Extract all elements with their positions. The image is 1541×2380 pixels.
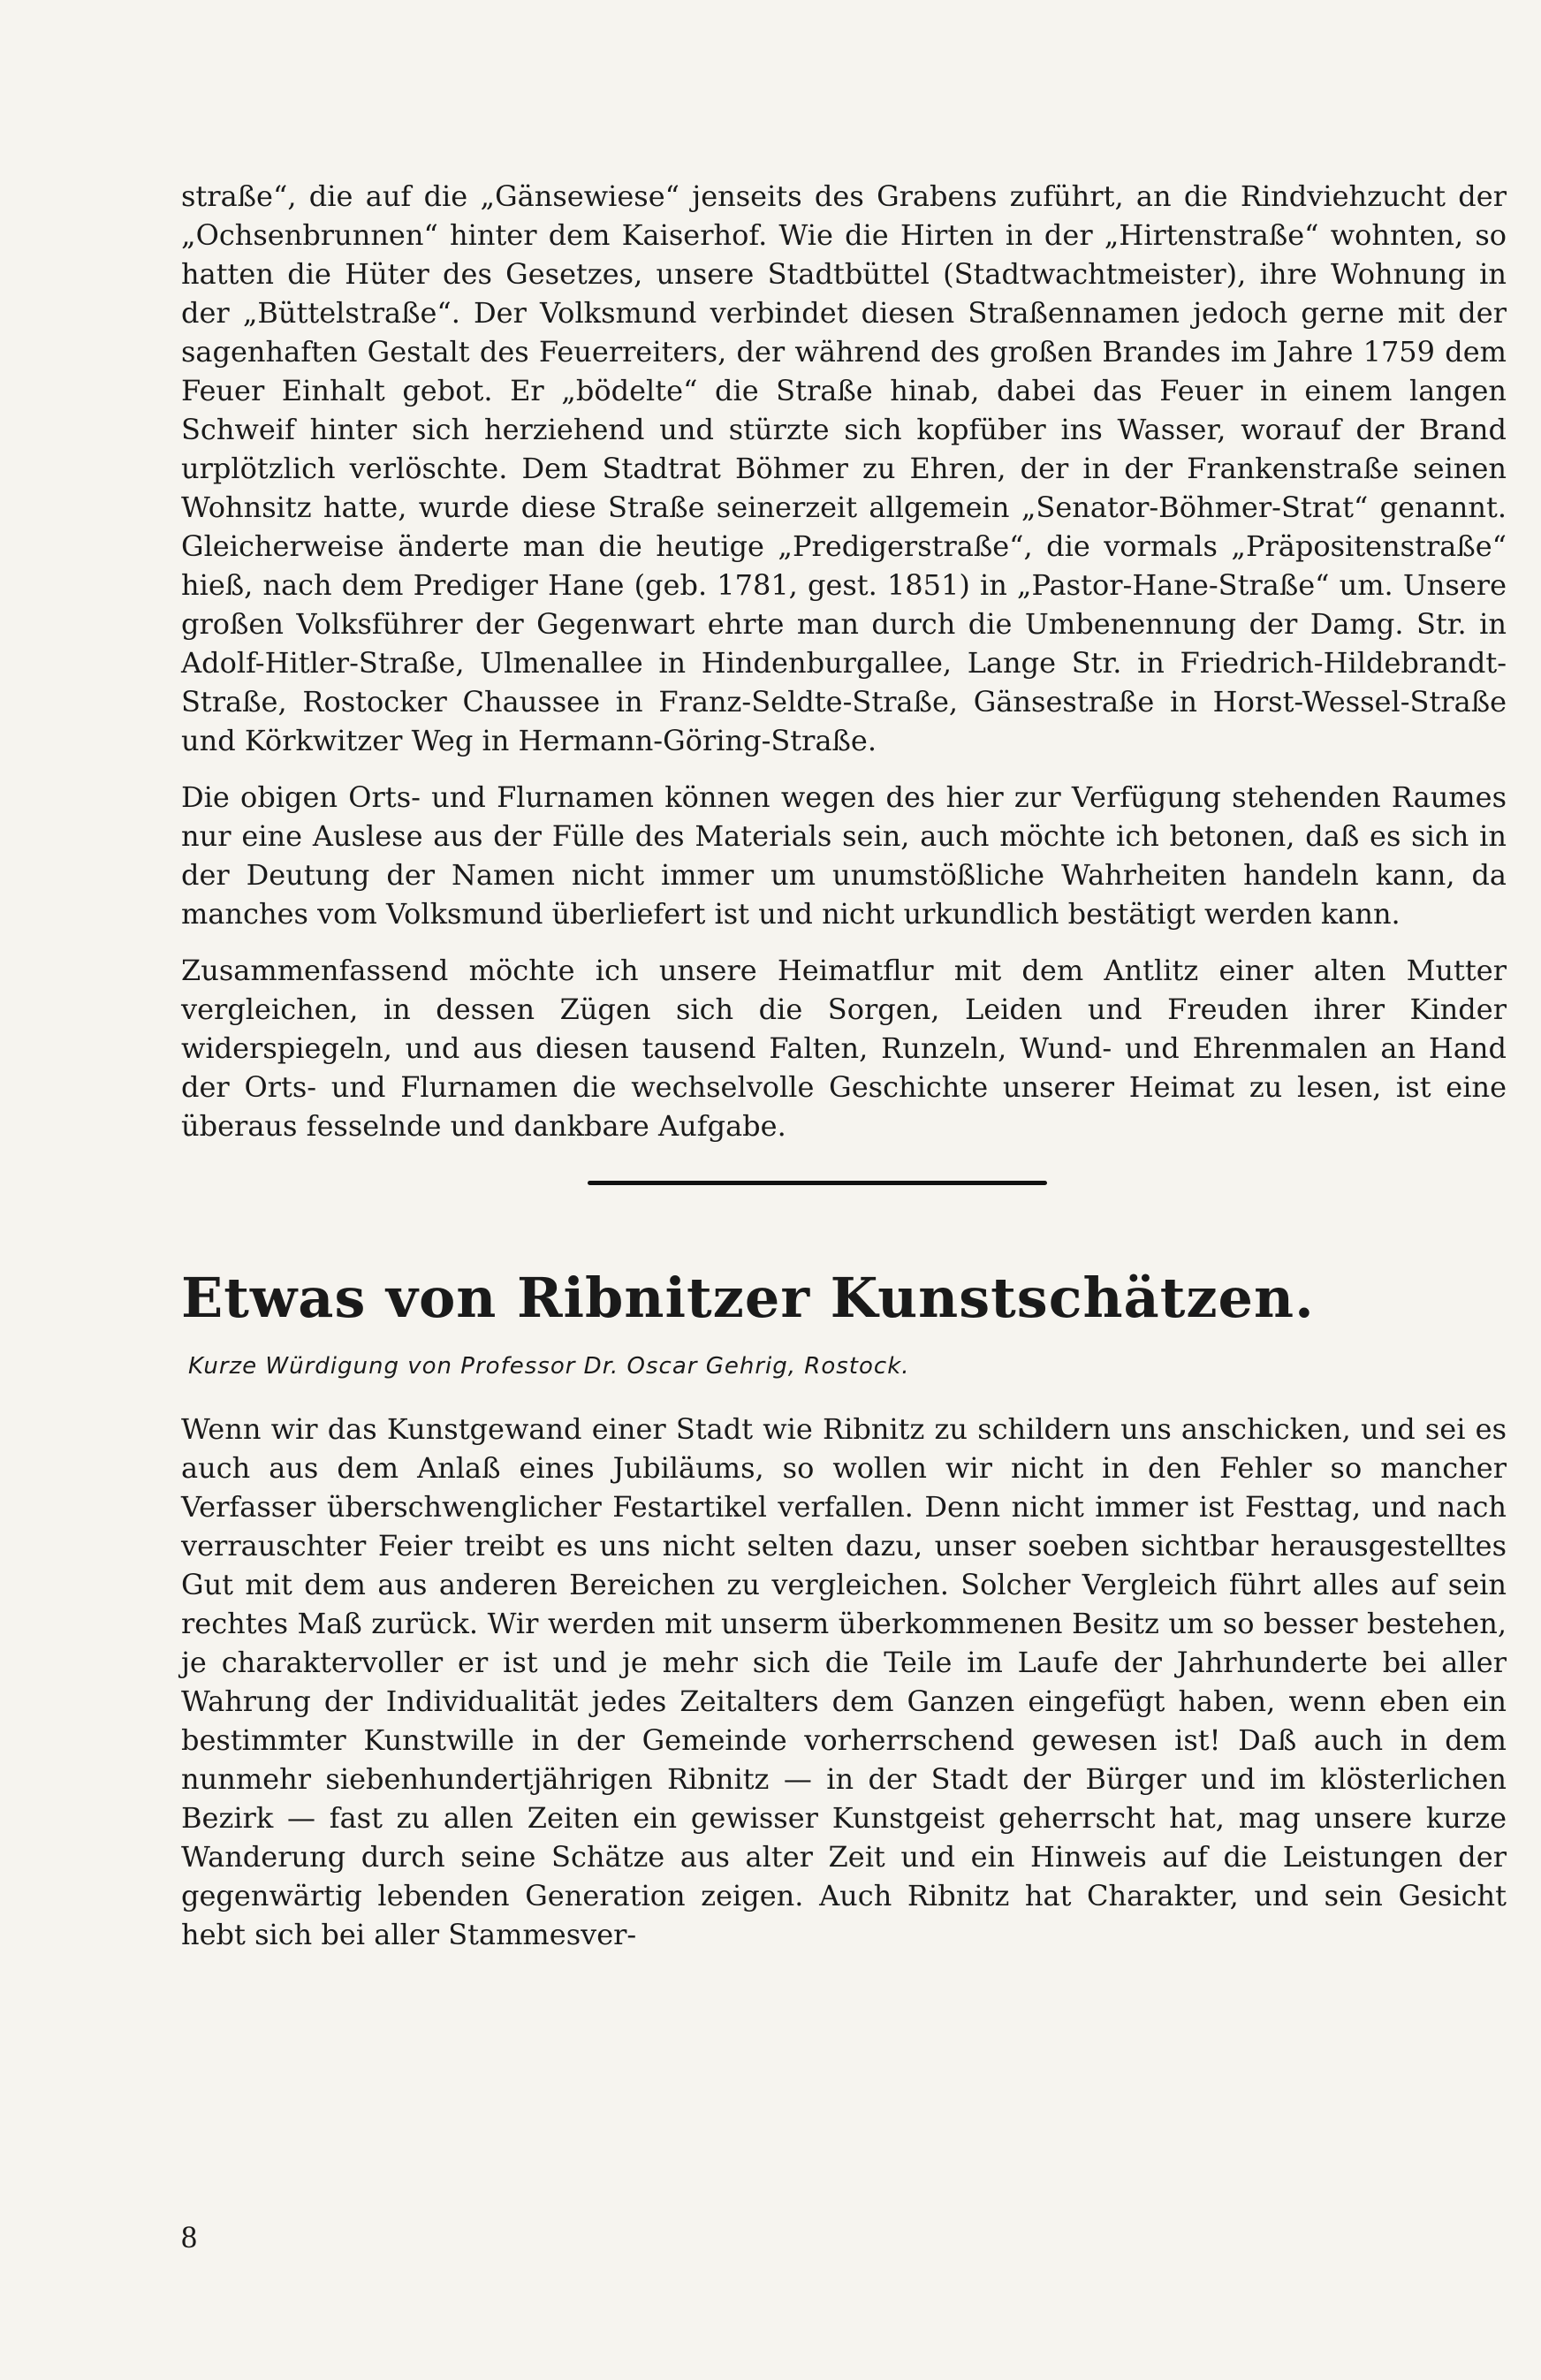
paragraph-summary: Zusammenfassend möchte ich unsere Heimatflur mit dem Antlitz einer alten Mutter vergleichen, in dessen Zügen sich die Sorgen, Leiden und Freuden ihrer Kinder widerspiegeln, und aus diesen tausend Falten, Runzeln, Wund- und Ehrenmalen an Hand der Orts- und Flurnamen die wechselvolle Geschichte unserer Heimat zu lesen, ist eine überaus fesselnde und dankbare Aufgabe. xyxy=(181,954,1507,1143)
section-divider xyxy=(588,1181,1047,1185)
page-content xyxy=(181,177,1507,1972)
paragraph-street-names: straße“, die auf die „Gänsewiese“ jenseits des Grabens zuführt, an die Rindviehzucht der „Ochsenbrunnen“ hinter dem Kaiserhof. Wie die Hirten in der „Hirtenstraße“ wohnten, so hatten die Hüter des Gesetzes, unsere Stadtbüttel (Stadtwachtmeister), ihre Wohnung in der „Büttelstraße“. Der Volksmund verbindet diesen Straßennamen jedoch gerne mit der sagenhaften Gestalt des Feuerreiters, der während des großen Brandes im Jahre 1759 dem Feuer Einhalt gebot. Er „bödelte“ die Straße hinab, dabei das Feuer in einem langen Schweif hinter sich herziehend und stürzte sich kopfüber ins Wasser, worauf der Brand urplötzlich verlöschte. Dem Stadtrat Böhmer zu Ehren, der in der Frankenstraße seinen Wohnsitz hatte, wurde diese Straße seinerzeit allgemein „Senator-Böhmer-Strat“ genannt. Gleicherweise änderte man die heutige „Predigerstraße“, die vormals „Präpositenstraße“ hieß, nach dem Prediger Hane (geb. 1781, gest. 1851) in „Pastor-Hane-Straße“ um. Unsere großen Volksführer der Gegenwart ehrte man durch die Umbenennung der Damg. Str. in Adolf-Hitler-Straße, Ulmenallee in Hindenburgallee, Lange Str. in Friedrich-Hildebrandt-Straße, Rostocker Chaussee in Franz-Seldte-Straße, Gänsestraße in Horst-Wessel-Straße und Körkwitzer Weg in Hermann-Göring-Straße. xyxy=(181,179,1507,757)
page-number: 8 xyxy=(181,2219,197,2255)
article-body: Wenn wir das Kunstgewand einer Stadt wie Ribnitz zu schildern uns anschicken, und sei es auch aus dem Anlaß eines Jubiläums, so wollen wir nicht in den Fehler so mancher Verfasser überschwenglicher Festartikel verfallen. Denn nicht immer ist Festtag, und nach verrauschter Feier treibt es uns nicht selten dazu, unser soeben sichtbar herausgestelltes Gut mit dem aus anderen Bereichen zu vergleichen. Solcher Vergleich führt alles auf sein rechtes Maß zurück. Wir werden mit unserm überkommenen Besitz um so besser bestehen, je charaktervoller er ist und je mehr sich die Teile im Laufe der Jahrhunderte bei aller Wahrung der Individualität jedes Zeitalters dem Ganzen eingefügt haben, wenn eben ein bestimmter Kunstwille in der Gemeinde vorherrschend gewesen ist! Daß auch in dem nunmehr siebenhundertjährigen Ribnitz — in der Stadt der Bürger und im klösterlichen Bezirk — fast zu allen Zeiten ein gewisser Kunstgeist geherrscht hat, mag unsere kurze Wanderung durch seine Schätze aus alter Zeit und ein Hinweis auf die Leistungen der gegenwärtig lebenden Generation zeigen. Auch Ribnitz hat Charakter, und sein Gesicht hebt sich bei aller Stammesver- xyxy=(181,1412,1507,1951)
article-title: Etwas von Ribnitzer Kunstschätzen. xyxy=(181,1266,1315,1330)
paragraph-place-names: Die obigen Orts- und Flurnamen können wegen des hier zur Verfügung stehenden Raumes nur eine Auslese aus der Fülle des Materials sein, auch möchte ich betonen, daß es sich in der Deutung der Namen nicht immer um unumstößliche Wahrheiten handeln kann, da manches vom Volksmund überliefert ist und nicht urkundlich bestätigt werden kann. xyxy=(181,780,1507,931)
article-subtitle: Kurze Würdigung von Professor Dr. Oscar Gehrig, Rostock. xyxy=(188,1353,910,1380)
